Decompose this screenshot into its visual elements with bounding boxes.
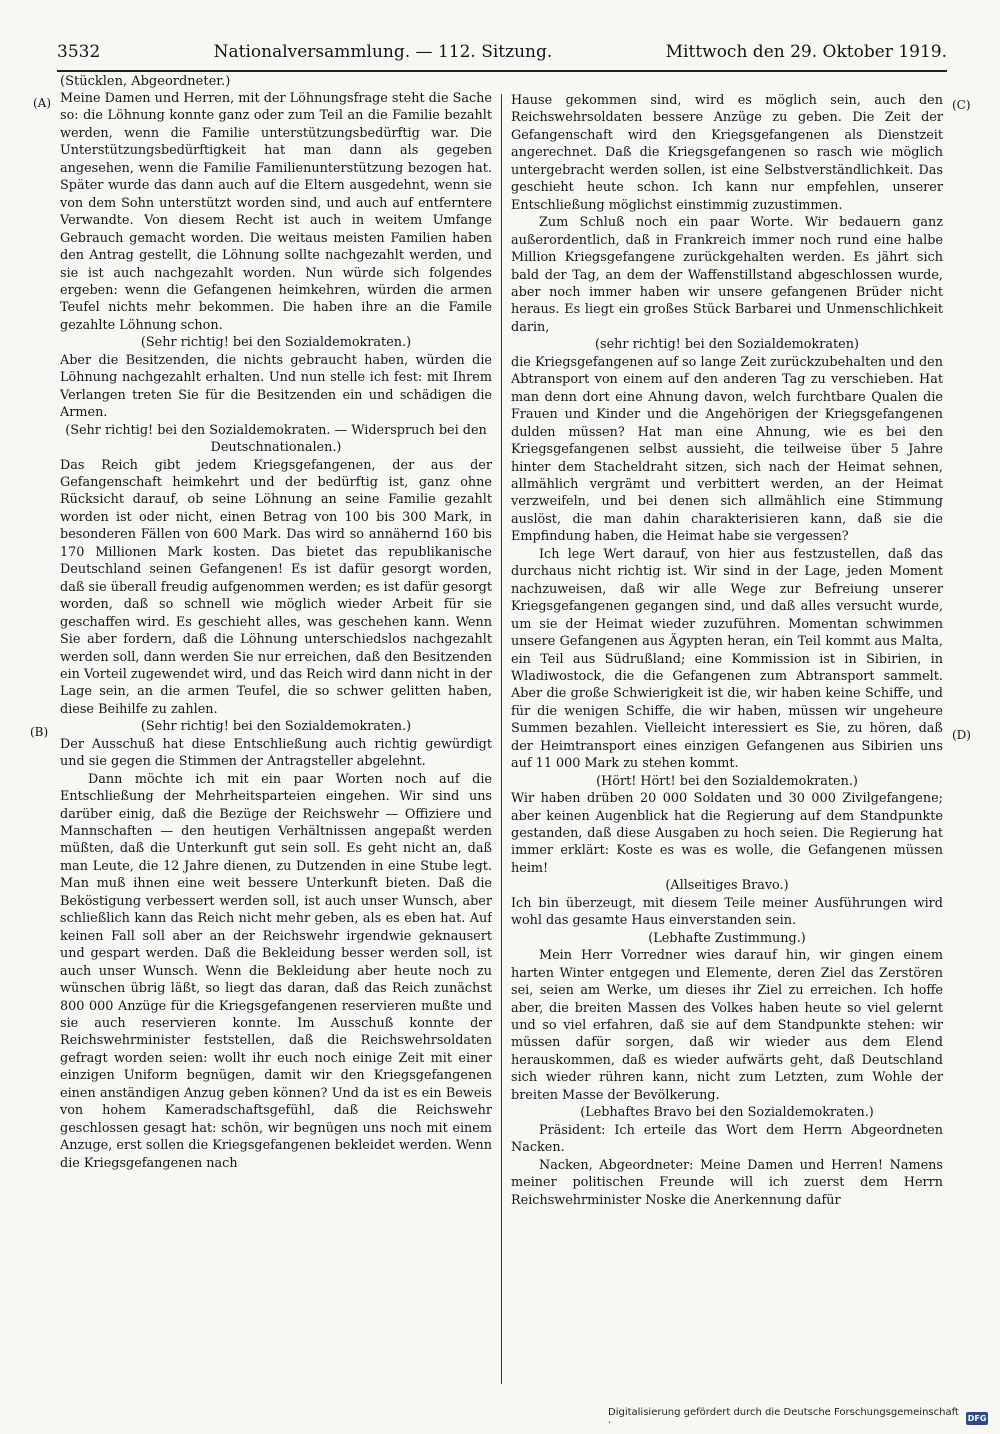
interjection: (Sehr richtig! bei den Sozialdemokraten.) xyxy=(140,335,412,351)
margin-letter-b: (B) xyxy=(30,725,49,739)
paragraph: Dann möchte ich mit ein paar Worten noch auf die Entschließung der Mehrheitsparteien eingehen. Wir sind uns darüber einig, daß die Bezüge der Reichswehr — Offiziere und Mannschaften — den heutigen Verhältnissen angepaßt werden müßten, daß die Unterkunft gut sein soll. Es geht nicht an, daß man Leute, die 12 Jahre dienen, zu Dutzenden in eine Stube legt. Man muß ihnen eine weit bessere Unterkunft bieten. Daß die Beköstigung verbessert werden soll, ist auch unser Wunsch, aber schließlich kann das Reich nicht mehr geben, als es eben hat. Auf keinen Fall soll aber an der Reichswehr irgendwie geknausert und gespart werden. Daß die Bekleidung besser werden soll, ist auch unser Wunsch. Wenn die Bekleidung aber heute noch zu wünschen übrig läßt, so liegt das daran, daß das Reich zunächst 800 000 Anzüge für die Kriegsgefangenen reservieren mußte und sie auch reservieren konnte. Im Ausschuß konnte der Reichswehrminister feststellen, daß die Reichswehrsoldaten gefragt worden seien: wollt ihr euch noch einige Zeit mit einer einzigen Uniform begnügen, damit wir den Kriegsgefangenen einen anständigen Anzug geben können? Und da ist es ein Beweis von hohem Kameradschaftsgefühl, daß die Reichswehr geschlossen gesagt hat: schön, wir begnügen uns noch mit einem Anzuge, erst sollen die Kriegsgefangenen bekleidet werden. Wenn die Kriegsgefangenen nach xyxy=(60,771,492,1171)
paragraph: Zum Schluß noch ein paar Worte. Wir bedauern ganz außerordentlich, daß in Frankreich immer noch rund eine halbe Million Kriegsgefangene zurückgehalten werden. Es jährt sich bald der Tag, an dem der Waffenstillstand abgeschlossen wurde, aber noch immer haben wir unsere gefangenen Brüder nicht heraus. Es liegt ein großes Stück Barbarei und Unmenschlichkeit darin, xyxy=(511,215,943,335)
session-title: Nationalversammlung. — 112. Sitzung. xyxy=(213,42,553,62)
interjection: (Sehr richtig! bei den Sozialdemokraten. — Widerspruch bei den Deutschnationalen.) xyxy=(65,422,487,456)
paragraph: Das Reich gibt jedem Kriegsgefangenen, der aus der Gefangenschaft heimkehrt und der bedürftig ist, ganz ohne Rücksicht darauf, ob seine Löhnung an seine Familie gezahlt worden ist oder nicht, einen Betrag von 100 bis 300 Mark, in besonderen Fällen von 600 Mark. Das wird so annähernd 160 bis 170 Millionen Mark kosten. Das bietet das republikanische Deutschland seinen Gefangenen! Es ist dafür gesorgt worden, daß sie überall freudig aufgenommen werden; es ist dafür gesorgt worden, daß so schnell wie möglich wieder Arbeit für sie geschaffen wird. Es geschieht alles, was geschehen kann. Wenn Sie aber fordern, daß die Löhnung unterschiedslos nachgezahlt werden soll, dann werden Sie nur erreichen, daß den Besitzenden ein Vorteil zugewendet wird, und das Reich wird dann nicht in der Lage sein, an die armen Teufel, die so schwer gelitten haben, diese Beihilfe zu zahlen. xyxy=(60,457,492,717)
paragraph: Ich bin überzeugt, mit diesem Teile meiner Ausführungen wird wohl das gesamte Haus einverstanden sein. xyxy=(511,895,943,929)
right-column xyxy=(511,92,943,1337)
footer xyxy=(608,1407,988,1429)
interjection: (Allseitiges Bravo.) xyxy=(665,878,789,894)
margin-letter-a: (A) xyxy=(33,96,52,110)
session-date: Mittwoch den 29. Oktober 1919. xyxy=(665,42,947,62)
interjection: (Lebhafte Zustimmung.) xyxy=(648,930,806,946)
paragraph: Aber die Besitzenden, die nichts gebraucht haben, würden die Löhnung nachgezahlt erhalten. Und nun stelle ich fest: mit Ihrem Verlangen treten Sie für die Besitzenden ein und schädigen die Armen. xyxy=(60,352,492,421)
paragraph: Der Ausschuß hat diese Entschließung auch richtig gewürdigt und sie gegen die Stimmen der Antragsteller abgelehnt. xyxy=(60,736,492,770)
interjection: (Sehr richtig! bei den Sozialdemokraten.) xyxy=(140,719,412,735)
margin-letter-c: (C) xyxy=(952,98,971,112)
dfg-logo: DFG xyxy=(967,1413,987,1423)
interjection: (Hört! Hört! bei den Sozialdemokraten.) xyxy=(596,773,858,789)
paragraph: Mein Herr Vorredner wies darauf hin, wir gingen einem harten Winter entgegen und Elemente, deren Ziel das Zerstören sei, seien am Werke, um dieses ihr Ziel zu erreichen. Ich hoffe aber, die breiten Massen des Volkes haben heute so viel gelernt und so viel erfahren, daß sie auf dem Standpunkte stehen: wir müssen dafür sorgen, daß wir wieder aus dem Elend herauskommen, daß es wieder aufwärts geht, daß Deutschland sich wieder rühren kann, nicht zum Letzten, zum Wohle der breiten Masse der Bevölkerung. xyxy=(511,948,943,1103)
margin-letter-d: (D) xyxy=(952,728,971,742)
paragraph: Hause gekommen sind, wird es möglich sein, auch den Reichswehrsoldaten bessere Anzüge zu geben. Die Zeit der Gefangenschaft wird den Kriegsgefangenen als Dienstzeit angerechnet. Daß die Kriegsgefangenen so rasch wie möglich untergebracht werden sollen, ist eine Selbstverständlichkeit. Das geschieht heute schon. Ich kann nur empfehlen, unserer Entschließung möglichst einstimmig zuzustimmen. xyxy=(511,93,943,213)
paragraph: die Kriegsgefangenen auf so lange Zeit zurückzubehalten und den Abtransport von einem auf den anderen Tag zu verschieben. Hat man denn dort eine Ahnung davon, welch furchtbare Qualen die Frauen und Kinder und die Angehörigen der Kriegsgefangenen dulden müssen? Hat man eine Ahnung, wie es bei den Kriegsgefangenen selbst aussieht, die teilweise über 5 Jahre hinter dem Stacheldraht sitzen, sich nach der Heimat sehnen, allmählich vergrämt und verbittert werden, an der Heimat verzweifeln, und bei denen sich allmählich eine Stimmung auslöst, die man dahin charakterisieren kann, daß sie die Empfindung haben, die Heimat habe sie vergessen? xyxy=(511,354,943,545)
paragraph: Präsident: Ich erteile das Wort dem Herrn Abgeordneten Nacken. xyxy=(511,1122,943,1156)
left-column xyxy=(60,90,492,1385)
interjection: (Lebhaftes Bravo bei den Sozialdemokraten.) xyxy=(580,1105,874,1121)
paragraph: Wir haben drüben 20 000 Soldaten und 30 000 Zivilgefangene; aber keinen Augenblick hat die Regierung auf dem Standpunkte gestanden, daß diese Ausgaben zu hoch seien. Die Regierung hat immer erklärt: Koste es was es wolle, die Gefangenen müssen heim! xyxy=(511,791,943,876)
page-number: 3532 xyxy=(57,42,101,62)
speaker-mark: (Stücklen, Abgeordneter.) xyxy=(60,74,231,89)
interjection: (sehr richtig! bei den Sozialdemokraten) xyxy=(595,337,859,353)
paragraph: Nacken, Abgeordneter: Meine Damen und Herren! Namens meiner politischen Freunde will ich zuerst dem Herrn Reichswehrminister Noske die Anerkennung dafür xyxy=(511,1157,943,1208)
footer-credit: Digitalisierung gefördert durch die Deutsche Forschungsgemeinschaft · xyxy=(608,1407,959,1429)
paragraph: Meine Damen und Herren, mit der Löhnungsfrage steht die Sache so: die Löhnung konnte ganz oder zum Teil an die Familie bezahlt werden, wenn die Familie unterstützungsbedürftig war. Die Unterstützungsbedürftigkeit hat man dann als gegeben angesehen, wenn die Familie Familienunterstützung bezogen hat. Später wurde das dann auch auf die Eltern ausgedehnt, wenn sie von dem Sohn unterstützt worden sind, und auch auf entferntere Verwandte. Von diesem Recht ist auch in weitem Umfange Gebrauch gemacht worden. Die weitaus meisten Familien haben den Antrag gestellt, die Löhnung sollte nachgezahlt werden, und sie ist auch nachgezahlt worden. Nun würde sich folgendes ergeben: wenn die Gefangenen heimkehren, würden die armen Teufel nichts mehr bekommen. Die haben ihre an die Famile gezahlte Löhnung schon. xyxy=(60,91,492,333)
column-divider xyxy=(501,94,502,1384)
paragraph: Ich lege Wert darauf, von hier aus festzustellen, daß das durchaus nicht richtig ist. Wir sind in der Lage, jeden Moment nachzuweisen, daß wir alle Wege zur Befreiung unserer Kriegsgefangenen gegangen sind, und daß alles versucht wurde, um sie der Heimat wieder zuzuführen. Momentan schwimmen unsere Gefangenen aus Ägypten heran, ein Teil kommt aus Malta, ein Teil aus Südrußland; eine Kommission ist in Sibirien, in Wladiwostock, die die Gefangenen zum Abtransport sammelt. Aber die große Schwierigkeit ist die, wir haben keine Schiffe, und für die wenigen Schiffe, die wir haben, müssen wir ungeheure Summen bezahlen. Vielleicht interessiert es Sie, zu hören, daß der Heimtransport eines einzigen Gefangenen aus Sibirien uns auf 11 000 Mark zu stehen kommt. xyxy=(511,546,943,772)
page-header xyxy=(57,42,947,72)
